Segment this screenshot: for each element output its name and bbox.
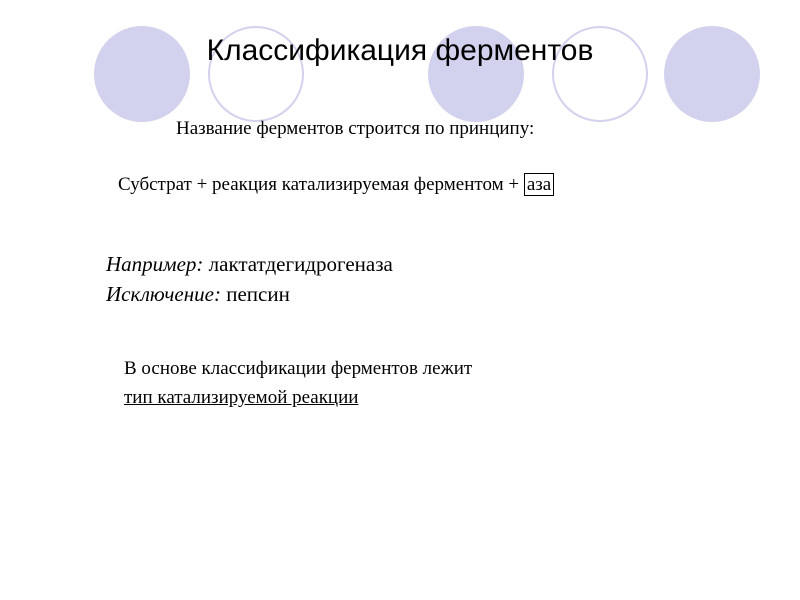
- naming-principle-text: Название ферментов строится по принципу:: [176, 118, 535, 139]
- exception-line: [106, 282, 290, 307]
- exception-label: Исключение:: [106, 282, 221, 306]
- formula-suffix-box: аза: [524, 173, 554, 196]
- naming-formula: [118, 174, 554, 196]
- example-line: [106, 252, 393, 277]
- example-value: лактатдегидрогеназа: [208, 252, 393, 276]
- exception-value: пепсин: [226, 282, 290, 306]
- classification-basis-text: В основе классификации ферментов лежит: [124, 358, 473, 379]
- example-label: Например:: [106, 252, 204, 276]
- formula-reaction: + реакция катализируемая ферментом +: [196, 174, 520, 195]
- formula-substrate: Субстрат: [118, 174, 192, 195]
- slide-title: Классификация ферментов: [206, 34, 594, 67]
- classification-basis-underlined: тип катализируемой реакции: [124, 387, 359, 408]
